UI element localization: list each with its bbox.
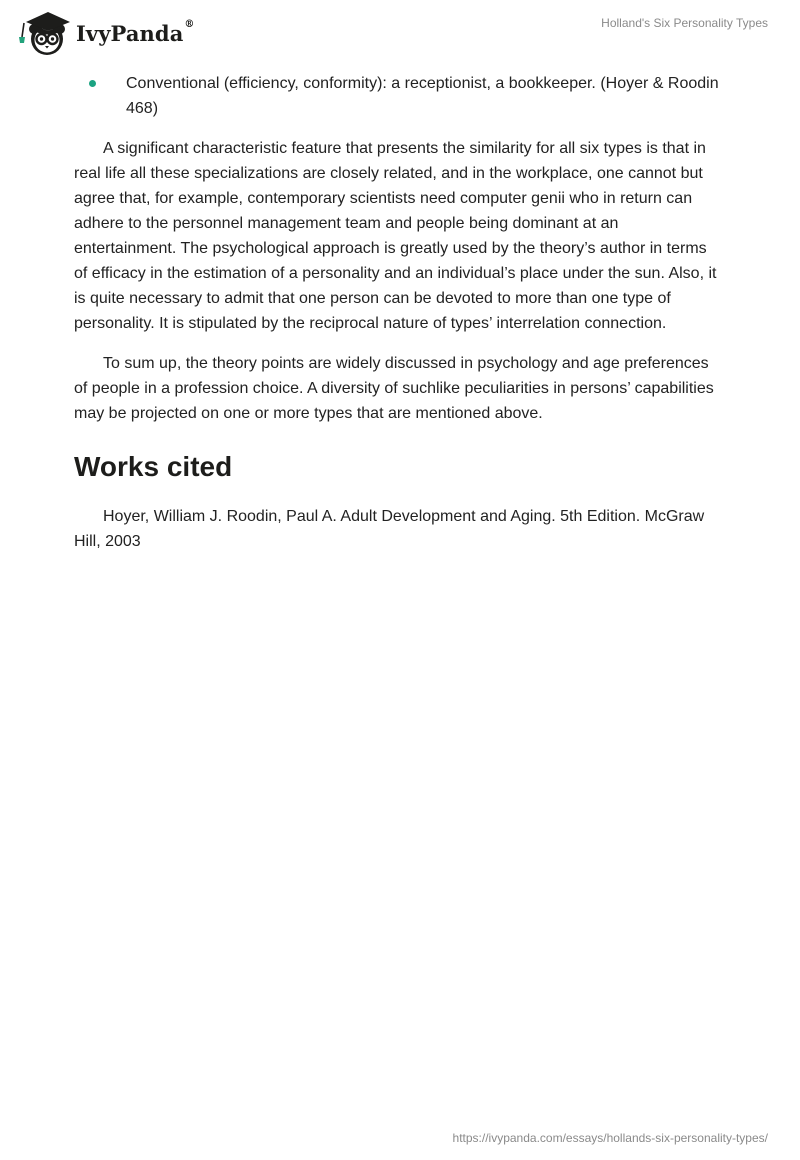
works-cited-heading: Works cited <box>74 451 233 482</box>
bullet-icon <box>89 80 96 87</box>
ivypanda-logo[interactable] <box>16 9 195 57</box>
panda-graduation-cap-icon <box>16 9 72 57</box>
logo-wordmark: IvyPanda® <box>76 18 195 46</box>
bullet-list <box>74 71 724 121</box>
document-title: Holland's Six Personality Types <box>601 16 768 30</box>
bullet-text: Conventional (efficiency, conformity): a receptionist, a bookkeeper. (Hoyer & Roodin 468) <box>126 75 719 117</box>
essay-content <box>74 71 724 554</box>
citation-entry: Hoyer, William J. Roodin, Paul A. Adult Development and Aging. 5th Edition. McGraw Hill, 2003 <box>74 508 705 550</box>
source-url[interactable]: https://ivypanda.com/essays/hollands-six-personality-types/ <box>452 1131 768 1145</box>
page-header <box>0 0 800 60</box>
list-item <box>74 71 724 121</box>
body-paragraph: A significant characteristic feature that presents the similarity for all six types is that in real life all these specializations are closely related, and in the workplace, one cannot but agree that, for example, contemporary scientists need computer genii who in return can adhere to the personnel management team and people being dominant at an entertainment. The psychological approach is greatly used by the theory’s author in terms of efficacy in the estimation of a personality and an individual’s place under the sun. Also, it is quite necessary to admit that one person can be devoted to more than one type of personality. It is stipulated by the reciprocal nature of types’ interrelation connection. <box>74 140 717 332</box>
body-paragraph: To sum up, the theory points are widely discussed in psychology and age preferences of people in a profession choice. A diversity of suchlike peculiarities in persons’ capabilities may be projected on one or more types that are mentioned above. <box>74 355 714 422</box>
